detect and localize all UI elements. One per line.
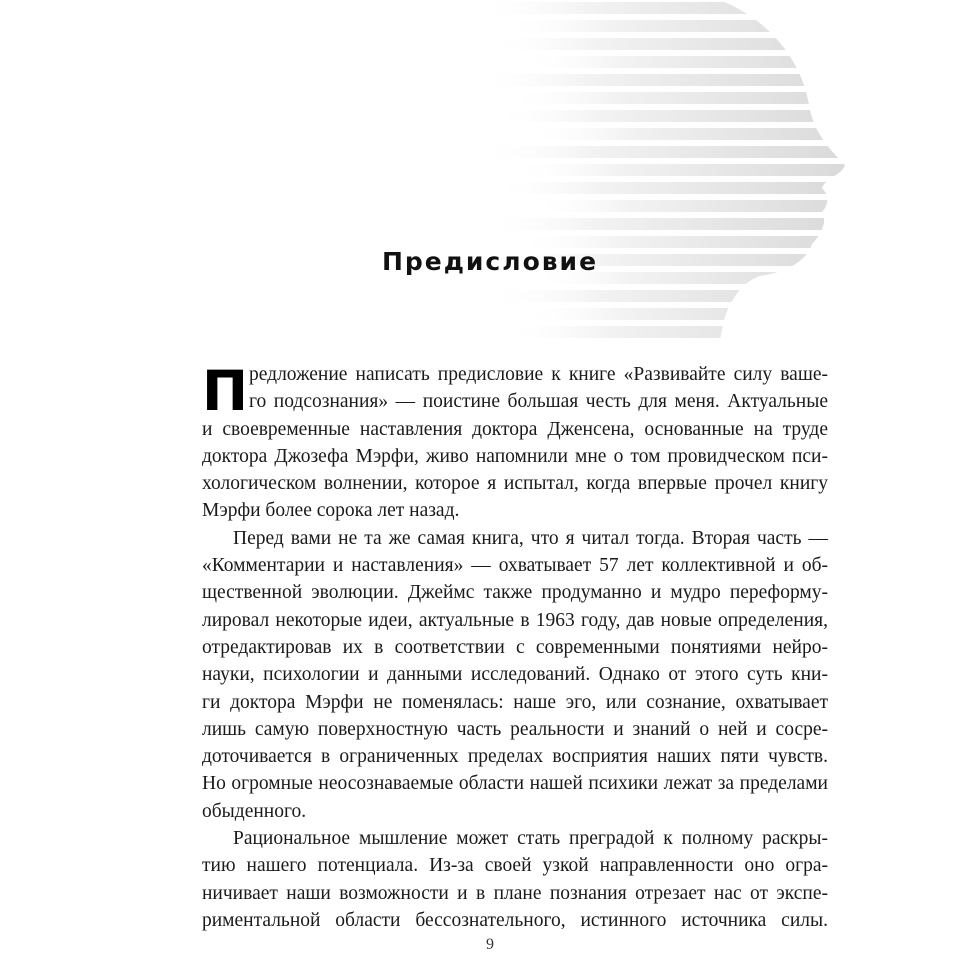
paragraph-line: Мэрфи более сорока лет назад.	[202, 500, 460, 522]
paragraph-line: ничивает наши возможности и в плане познания отрезает нас от экспе-	[202, 882, 828, 904]
paragraph-line: риментальной области бессознательного, истинного источника силы.	[202, 909, 828, 931]
paragraph-line: Перед вами не та же самая книга, что я читал тогда. Вторая часть —	[233, 527, 828, 549]
drop-cap: П	[202, 359, 249, 423]
paragraph-line: ги доктора Мэрфи не поменялась: наше эго, или сознание, охватывает	[202, 691, 828, 713]
page-title: Предисловие	[381, 247, 599, 276]
paragraph-line: лировал некоторые идеи, актуальные в 1963 году, дав новые определения,	[202, 609, 828, 631]
paragraph-line: хологическом волнении, которое я испытал, когда впервые прочел книгу	[202, 473, 828, 495]
paragraph-line: Но огромные неосознаваемые области нашей психики лежат за пределами	[202, 773, 828, 795]
paragraph-line: науки, психологии и данными исследований. Однако от этого суть кни-	[202, 664, 828, 686]
paragraph-line: го подсознания» — поистине большая честь для меня. Актуальные	[249, 391, 828, 413]
paragraph-line: П редложение написать предисловие к книге «Развивайте силу ваше-	[202, 359, 828, 423]
paragraph-line: доктора Джозефа Мэрфи, живо напомнили мне о том провидческом пси-	[202, 445, 828, 467]
paragraph-line: доточивается в ограниченных пределах восприятия наших пяти чувств.	[202, 746, 828, 768]
body-text	[202, 361, 828, 934]
page-number: 9	[486, 936, 494, 953]
paragraph-line: лишь самую поверхностную часть реальности и знаний о ней и сосре-	[202, 718, 828, 740]
paragraph-line: «Комментарии и наставления» — охватывает 57 лет коллективной и об-	[202, 555, 828, 577]
paragraph-line: отредактировав их в соответствии с современными понятиями нейро-	[202, 636, 828, 658]
paragraph-line: тию нашего потенциала. Из-за своей узкой направленности оно огра-	[202, 855, 828, 877]
paragraph-line: щественной эволюции. Джеймс также продуманно и мудро переформу-	[202, 582, 828, 604]
paragraph-line: и своевременные наставления доктора Дженсена, основанные на труде	[202, 418, 828, 440]
paragraph-line: обыденного.	[202, 800, 307, 822]
head-profile-illustration	[0, 0, 980, 340]
paragraph-line: Рациональное мышление может стать преградой к полному раскры-	[233, 828, 828, 850]
